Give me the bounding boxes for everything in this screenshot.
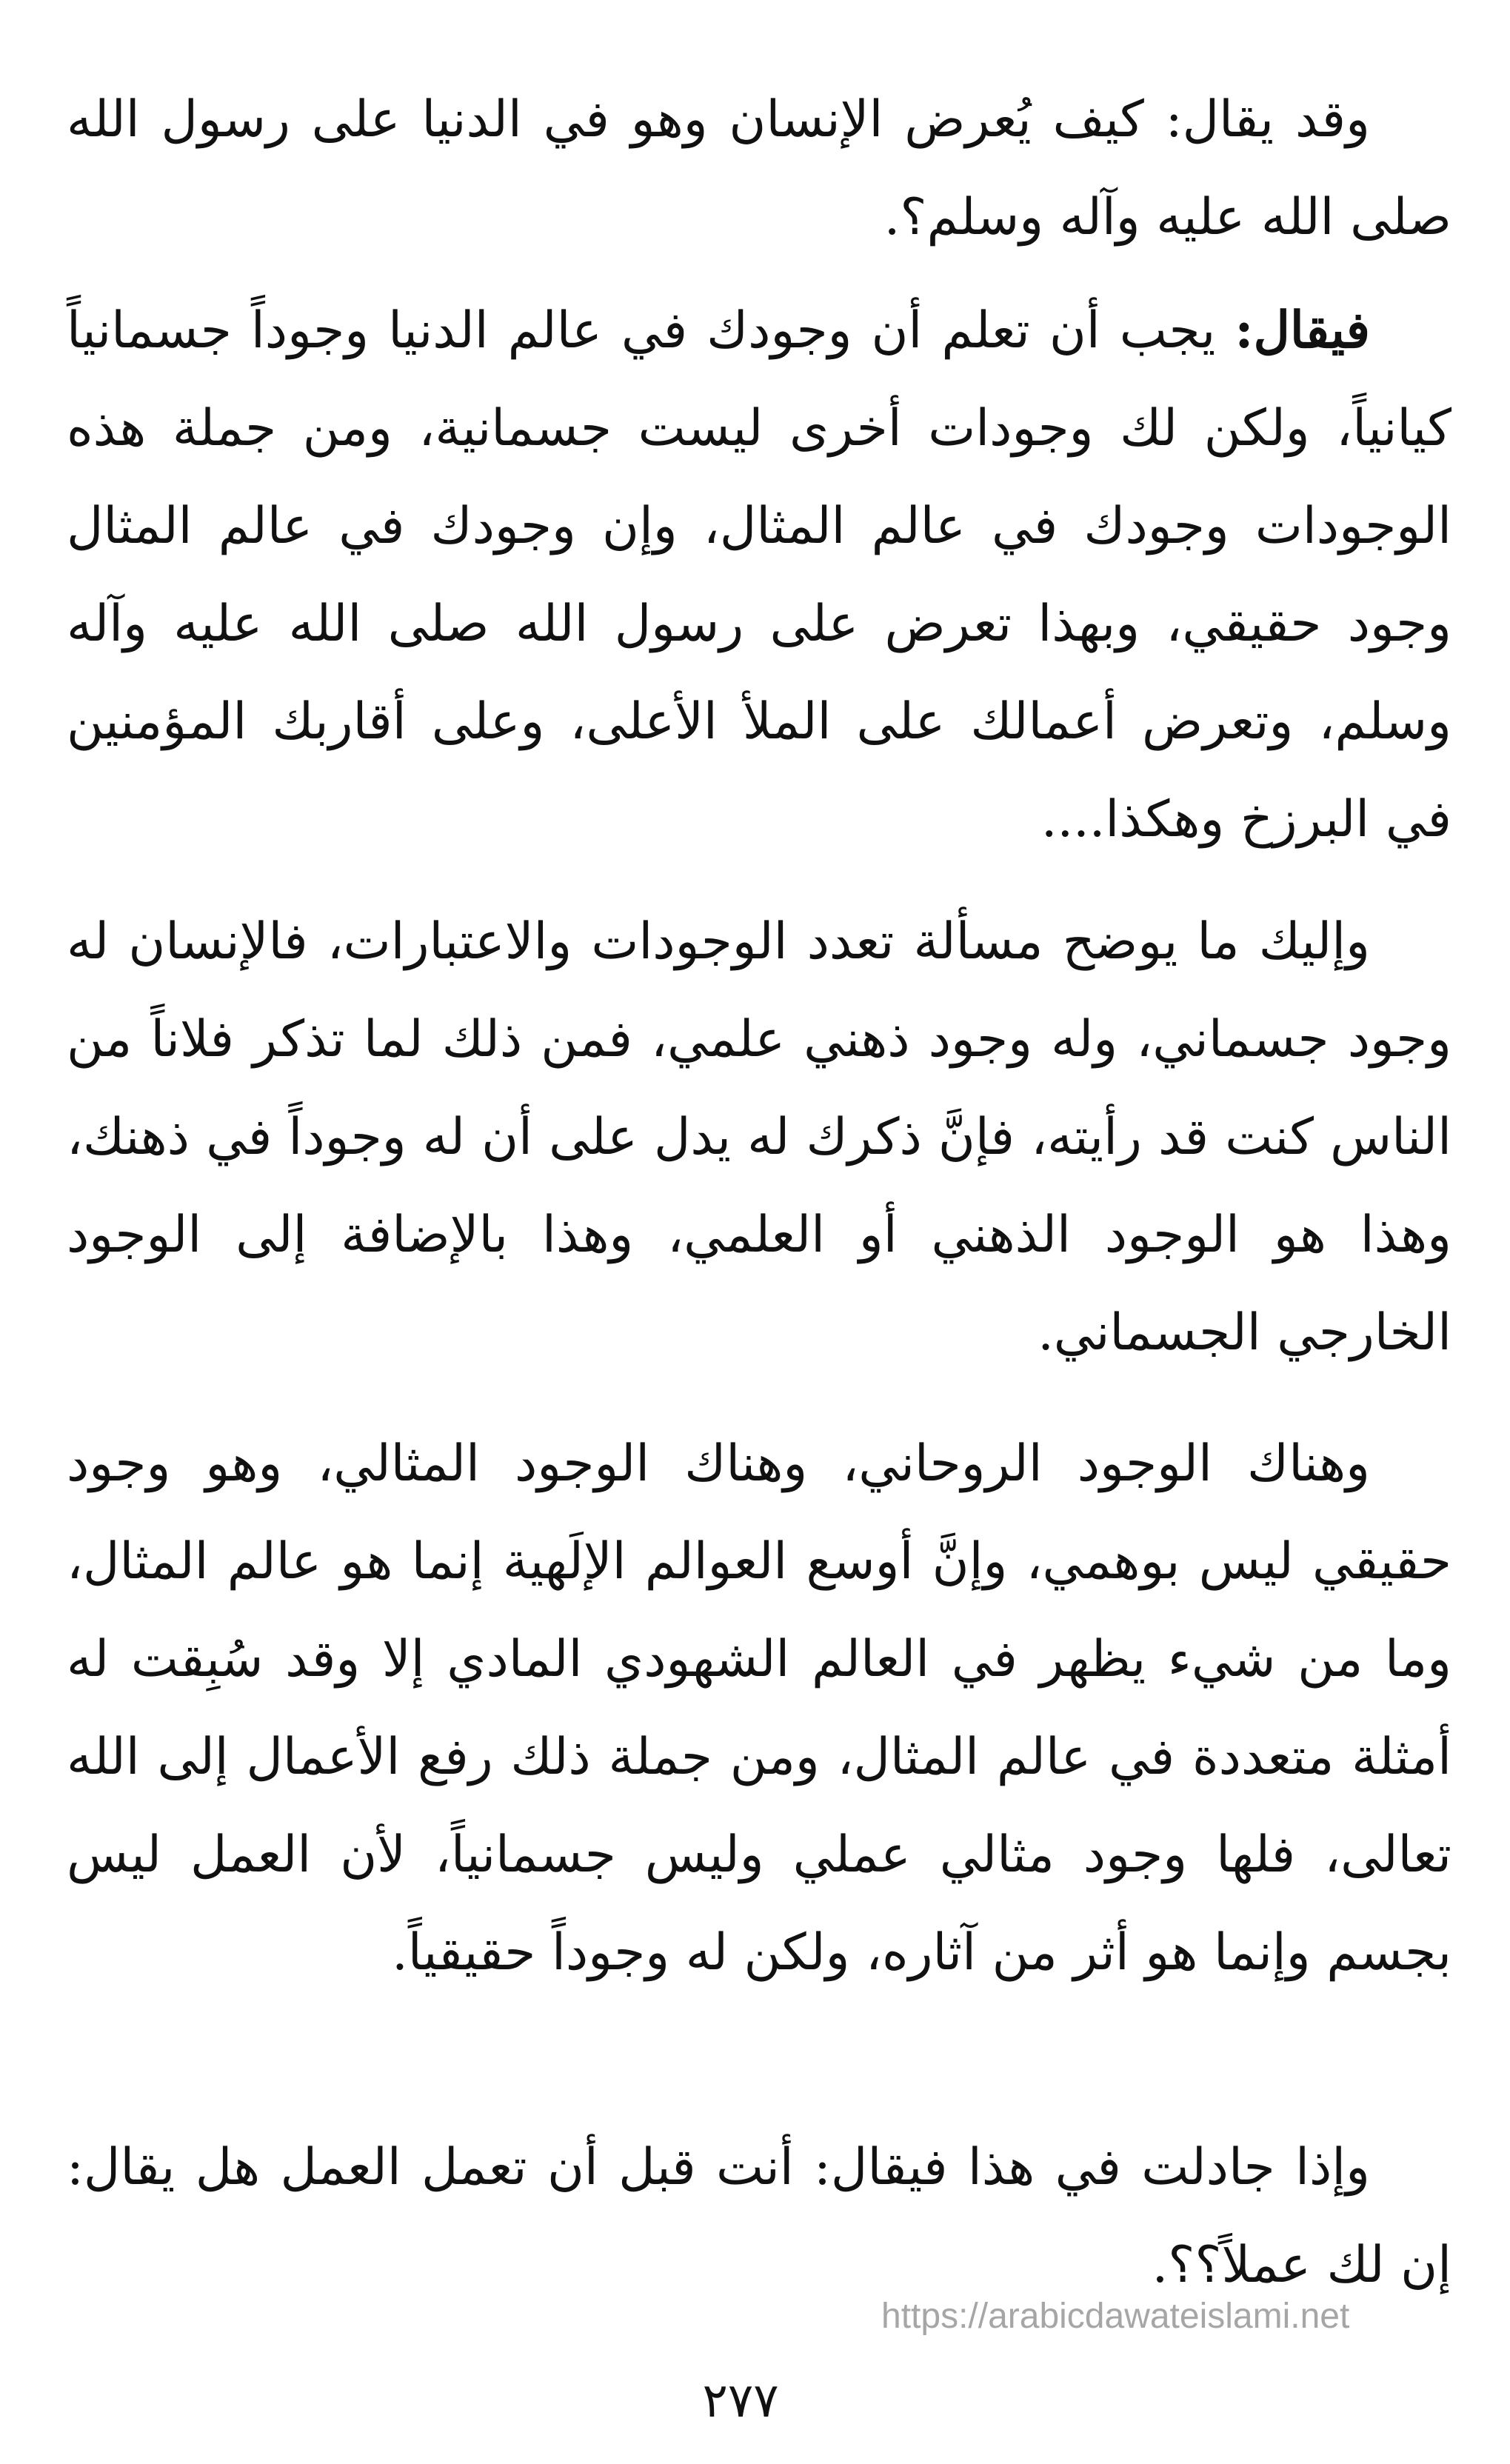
paragraph-2 xyxy=(67,281,1451,869)
paragraph-2-lead: فيقال: xyxy=(1235,301,1370,360)
paragraph-5-text: وإذا جادلت في هذا فيقال: أنت قبل أن تعمل العمل هل يقال: إن لك عملاً؟؟. xyxy=(67,2138,1451,2294)
paragraph-1 xyxy=(67,70,1451,267)
paragraph-3 xyxy=(67,892,1451,1382)
paragraph-4 xyxy=(67,1415,1451,2002)
watermark-url: https://arabicdawateislami.net xyxy=(881,2297,1350,2336)
paragraph-5 xyxy=(67,2118,1451,2314)
paragraph-2-text: يجب أن تعلم أن وجودك في عالم الدنيا وجوداً جسمانياً كيانياً، ولكن لك وجودات أخرى ليست جسمانية، ومن جملة هذه الوجودات وجودك في عالم المثال، وإن وجودك في عالم المثال وجود حقيقي، وبهذا تعرض على رسول الله صلى الله عليه وآله وسلم، وتعرض أعمالك على الملأ الأعلى، وعلى أقاربك المؤمنين في البرزخ وهكذا.... xyxy=(67,301,1451,849)
page-number: ٢٧٧ xyxy=(702,2374,779,2428)
paragraph-3-text: وإليك ما يوضح مسألة تعدد الوجودات والاعتبارات، فالإنسان له وجود جسماني، وله وجود ذهني علمي، فمن ذلك لما تذكر فلاناً من الناس كنت قد رأيته، فإنَّ ذكرك له يدل على أن له وجوداً في ذهنك، وهذا هو الوجود الذهني أو العلمي، وهذا بالإضافة إلى الوجود الخارجي الجسماني. xyxy=(67,912,1451,1362)
paragraph-4-text: وهناك الوجود الروحاني، وهناك الوجود المثالي، وهو وجود حقيقي ليس بوهمي، وإنَّ أوسع العوالم الإلَهية إنما هو عالم المثال، وما من شيء يظهر في العالم الشهودي المادي إلا وقد سُبِقت له أمثلة متعددة في عالم المثال، ومن جملة ذلك رفع الأعمال إلى الله تعالى، فلها وجود مثالي عملي وليس جسمانياً، لأن العمل ليس بجسم وإنما هو أثر من آثاره، ولكن له وجوداً حقيقياً. xyxy=(67,1435,1451,1982)
paragraph-1-text: وقد يقال: كيف يُعرض الإنسان وهو في الدنيا على رسول الله صلى الله عليه وآله وسلم؟. xyxy=(67,90,1451,247)
